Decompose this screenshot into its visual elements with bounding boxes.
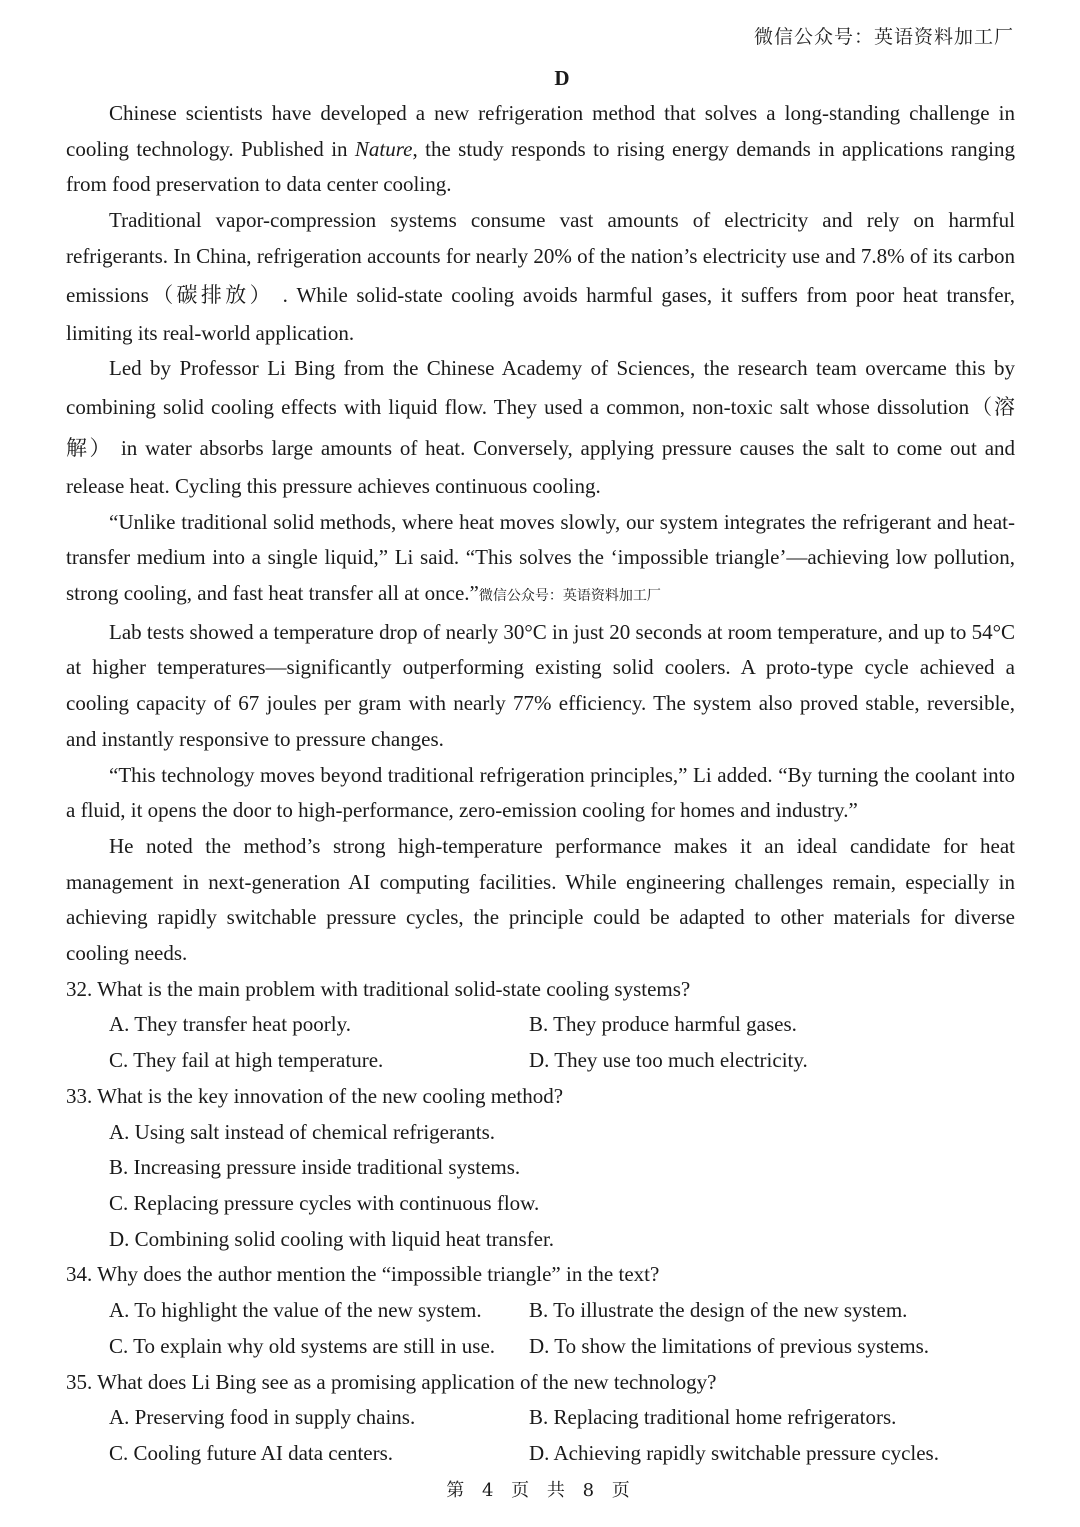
- question-35-option-a[interactable]: A. Preserving food in supply chains.: [109, 1405, 416, 1430]
- question-35-option-c[interactable]: C. Cooling future AI data centers.: [109, 1440, 394, 1465]
- question-33-option-a[interactable]: A. Using salt instead of chemical refrigerants.: [109, 1119, 496, 1144]
- question-34-option-a[interactable]: A. To highlight the value of the new system.: [109, 1298, 482, 1323]
- paragraph-1: [66, 96, 1015, 203]
- question-32-options-row-1: [66, 1007, 1015, 1043]
- question-35-options-row-2: [66, 1436, 1015, 1472]
- reading-passage: [66, 96, 1015, 1472]
- inline-watermark: 微信公众号：英语资料加工厂: [478, 588, 661, 605]
- question-32-stem: 32. What is the main problem with traditional solid-state cooling systems?: [66, 976, 691, 1001]
- question-32-option-a[interactable]: A. They transfer heat poorly.: [109, 1012, 352, 1037]
- paragraph-1-text-b: , the study responds to rising energy demands in applications ranging from food preservation to data center cooling.: [66, 136, 1015, 197]
- paragraph-6: “This technology moves beyond traditional refrigeration principles,” Li added. “By turning the coolant into a fluid, it opens the door to high-performance, zero-emission cooling for homes and industry.”: [66, 762, 1015, 823]
- question-34-options-row-1: [66, 1293, 1015, 1329]
- paragraph-5: Lab tests showed a temperature drop of nearly 30°C in just 20 seconds at room temperature, and up to 54°C at higher temperatures—significantly outperforming existing solid coolers. A proto-type cycle achieved a cooling capacity of 67 joules per gram with nearly 77% efficiency. The system also proved stable, reversible, and instantly responsive to pressure changes.: [66, 619, 1015, 751]
- question-34-option-b[interactable]: B. To illustrate the design of the new system.: [529, 1298, 908, 1323]
- question-34-options-row-2: [66, 1329, 1015, 1365]
- question-35-option-d[interactable]: D. Achieving rapidly switchable pressure cycles.: [529, 1440, 939, 1465]
- question-33-option-b[interactable]: B. Increasing pressure inside traditional systems.: [109, 1155, 521, 1180]
- question-34-option-c[interactable]: C. To explain why old systems are still in use.: [109, 1333, 496, 1358]
- journal-name: Nature: [354, 136, 413, 161]
- question-34-stem: 34. Why does the author mention the “impossible triangle” in the text?: [66, 1262, 660, 1287]
- question-32-option-b[interactable]: B. They produce harmful gases.: [529, 1012, 797, 1037]
- question-32-option-c[interactable]: C. They fail at high temperature.: [109, 1048, 384, 1073]
- question-35-stem: 35. What does Li Bing see as a promising application of the new technology?: [66, 1369, 717, 1394]
- paragraph-2-gloss: （碳排放）: [148, 282, 274, 307]
- question-33-option-d[interactable]: D. Combining solid cooling with liquid heat transfer.: [109, 1226, 555, 1251]
- question-35-option-b[interactable]: B. Replacing traditional home refrigerators.: [529, 1405, 897, 1430]
- section-title: D: [554, 66, 570, 90]
- question-32-options-row-2: [66, 1043, 1015, 1079]
- paragraph-2-text-a: Traditional vapor-compression systems consume vast amounts of electricity and rely on harmful refrigerants. In China, refrigeration accounts for nearly 20% of the nation’s electricity use and 7.8% of its carbon emissions: [66, 208, 1015, 307]
- paragraph-4: [66, 505, 1015, 615]
- question-35-options-row-1: [66, 1400, 1015, 1436]
- question-34-option-d[interactable]: D. To show the limitations of previous systems.: [529, 1333, 930, 1358]
- paragraph-1-text-a: Chinese scientists have developed a new refrigeration method that solves a long-standing challenge in cooling technology. Published in: [66, 101, 1015, 161]
- question-33-option-c[interactable]: C. Replacing pressure cycles with continuous flow.: [109, 1190, 540, 1215]
- paragraph-2-text-b: . While solid-state cooling avoids harmful gases, it suffers from poor heat transfer, limiting its real-world application.: [66, 282, 1016, 345]
- paragraph-4-text: “Unlike traditional solid methods, where heat moves slowly, our system integrates the refrigerant and heat-transfer medium into a single liquid,” Li said. “This solves the ‘impossible triangle’—achieving low pollution, strong cooling, and fast heat transfer all at once.”: [66, 509, 1015, 606]
- paragraph-3-text-b: in water absorbs large amounts of heat. Conversely, applying pressure causes the salt to come out and release heat. Cycling this pressure achieves continuous cooling.: [66, 435, 1016, 498]
- paragraph-3: [66, 351, 1015, 504]
- page-number: 第 4 页 共 8 页: [446, 1480, 636, 1501]
- paragraph-7: He noted the method’s strong high-temperature performance makes it an ideal candidate for heat management in next-generation AI computing facilities. While engineering challenges remain, especially in achieving rapidly switchable pressure cycles, the principle could be adapted to other materials for diverse cooling needs.: [66, 833, 1015, 966]
- paragraph-3-text-a: Led by Professor Li Bing from the Chinese Academy of Sciences, the research team overcame this by combining solid cooling effects with liquid flow. They used a common, non-toxic salt whose dissolution: [66, 356, 1015, 419]
- paragraph-2: [66, 203, 1015, 351]
- paragraph-3-gloss: （溶解）: [66, 394, 1015, 460]
- question-33-stem: 33. What is the key innovation of the new cooling method?: [66, 1083, 564, 1108]
- question-32-option-d[interactable]: D. They use too much electricity.: [529, 1048, 808, 1073]
- header-watermark: 微信公众号：英语资料加工厂: [753, 26, 1014, 48]
